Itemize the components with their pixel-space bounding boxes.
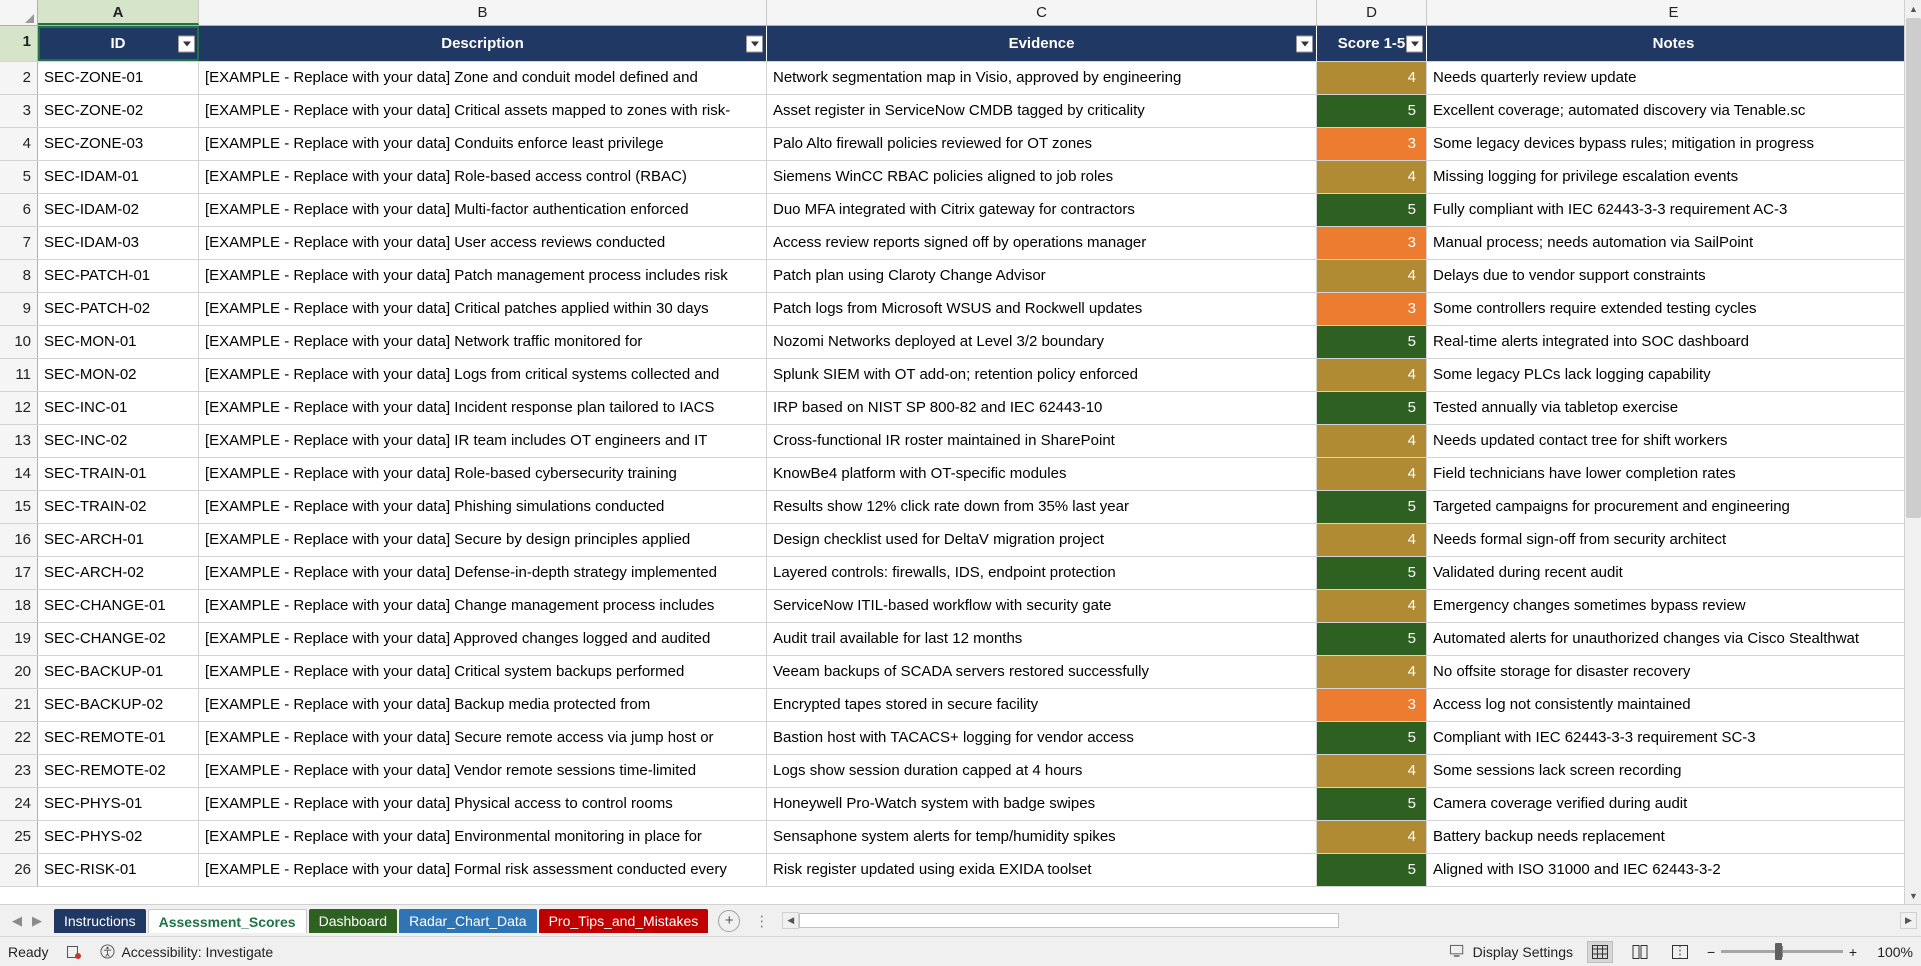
header-cell-notes[interactable] (1427, 26, 1921, 61)
cell-score[interactable]: 3 (1317, 293, 1427, 325)
cell-id[interactable]: SEC-ZONE-01 (38, 62, 199, 94)
grid-rows[interactable] (0, 26, 1921, 904)
row-number-11[interactable]: 11 (0, 359, 38, 391)
cell-evidence[interactable]: Logs show session duration capped at 4 hours (767, 755, 1317, 787)
cell-id[interactable]: SEC-PHYS-01 (38, 788, 199, 820)
cell-id[interactable]: SEC-PATCH-01 (38, 260, 199, 292)
table-row[interactable] (0, 260, 1921, 293)
cell-id[interactable]: SEC-MON-02 (38, 359, 199, 391)
cell-description[interactable]: [EXAMPLE - Replace with your data] Environmental monitoring in place for (199, 821, 767, 853)
cell-id[interactable]: SEC-RISK-01 (38, 854, 199, 886)
hscroll-right-icon[interactable]: ▶ (1900, 912, 1917, 929)
cell-evidence[interactable]: KnowBe4 platform with OT-specific modules (767, 458, 1317, 490)
cell-id[interactable]: SEC-ARCH-02 (38, 557, 199, 589)
cell-description[interactable]: [EXAMPLE - Replace with your data] Critical assets mapped to zones with risk- (199, 95, 767, 127)
normal-view-button[interactable] (1587, 941, 1613, 963)
column-header-row[interactable] (0, 0, 1921, 26)
cell-evidence[interactable]: Results show 12% click rate down from 35% last year (767, 491, 1317, 523)
cell-notes[interactable]: Needs formal sign-off from security architect (1427, 524, 1921, 556)
cell-description[interactable]: [EXAMPLE - Replace with your data] Vendor remote sessions time-limited (199, 755, 767, 787)
zoom-out-button[interactable]: − (1707, 943, 1716, 960)
cell-notes[interactable]: Excellent coverage; automated discovery via Tenable.sc (1427, 95, 1921, 127)
cell-notes[interactable]: Battery backup needs replacement (1427, 821, 1921, 853)
cell-score[interactable]: 3 (1317, 689, 1427, 721)
status-ready: Ready (8, 943, 49, 960)
header-label-score: Score 1-5 (1337, 35, 1406, 52)
sheet-tab-dashboard[interactable]: Dashboard (309, 909, 398, 933)
sheet-options-icon[interactable]: ⋮ (754, 912, 771, 930)
scroll-up-icon[interactable]: ▲ (1905, 0, 1921, 17)
cell-description[interactable]: [EXAMPLE - Replace with your data] User access reviews conducted (199, 227, 767, 259)
cell-evidence[interactable]: Duo MFA integrated with Citrix gateway for contractors (767, 194, 1317, 226)
table-row[interactable] (0, 128, 1921, 161)
cell-score[interactable]: 4 (1317, 458, 1427, 490)
normal-view-icon (1592, 945, 1608, 959)
table-row[interactable] (0, 62, 1921, 95)
cell-score[interactable]: 5 (1317, 491, 1427, 523)
cell-score[interactable]: 4 (1317, 755, 1427, 787)
row-number-23[interactable]: 23 (0, 755, 38, 787)
cell-evidence[interactable]: Network segmentation map in Visio, approved by engineering (767, 62, 1317, 94)
cell-id[interactable]: SEC-INC-01 (38, 392, 199, 424)
cell-description[interactable]: [EXAMPLE - Replace with your data] Secure by design principles applied (199, 524, 767, 556)
cell-id[interactable]: SEC-IDAM-03 (38, 227, 199, 259)
accessibility-label: Accessibility: Investigate (121, 943, 274, 960)
display-settings-icon (1450, 944, 1467, 959)
cell-description[interactable]: [EXAMPLE - Replace with your data] Change management process includes (199, 590, 767, 622)
accessibility-icon (100, 944, 115, 959)
header-label-id: ID (110, 35, 126, 52)
row-number-2[interactable]: 2 (0, 62, 38, 94)
row-number-24[interactable]: 24 (0, 788, 38, 820)
row-number-7[interactable]: 7 (0, 227, 38, 259)
sheet-tab-pro-tips-and-mistakes[interactable]: Pro_Tips_and_Mistakes (539, 909, 709, 933)
table-row[interactable] (0, 788, 1921, 821)
cell-notes[interactable]: Delays due to vendor support constraints (1427, 260, 1921, 292)
row-number-3[interactable]: 3 (0, 95, 38, 127)
filter-dropdown-icon-score[interactable] (1406, 35, 1423, 52)
cell-score[interactable]: 5 (1317, 722, 1427, 754)
cell-notes[interactable]: Emergency changes sometimes bypass review (1427, 590, 1921, 622)
horizontal-scrollbar[interactable] (782, 912, 1917, 929)
cell-evidence[interactable]: Audit trail available for last 12 months (767, 623, 1317, 655)
table-row[interactable] (0, 458, 1921, 491)
cell-notes[interactable]: Some legacy PLCs lack logging capability (1427, 359, 1921, 391)
cell-score[interactable]: 4 (1317, 359, 1427, 391)
row-number-17[interactable]: 17 (0, 557, 38, 589)
cell-description[interactable]: [EXAMPLE - Replace with your data] Patch management process includes risk (199, 260, 767, 292)
page-break-icon (1672, 945, 1688, 959)
sheet-nav-next-icon[interactable]: ▶ (32, 912, 42, 928)
table-row[interactable] (0, 623, 1921, 656)
column-header-c[interactable]: C (767, 0, 1317, 25)
cell-score[interactable]: 4 (1317, 161, 1427, 193)
vertical-scrollbar[interactable] (1904, 0, 1921, 904)
cell-score[interactable]: 5 (1317, 623, 1427, 655)
cell-score[interactable]: 4 (1317, 524, 1427, 556)
cell-score[interactable]: 4 (1317, 590, 1427, 622)
cell-score[interactable]: 4 (1317, 656, 1427, 688)
table-row[interactable] (0, 821, 1921, 854)
cell-description[interactable]: [EXAMPLE - Replace with your data] Conduits enforce least privilege (199, 128, 767, 160)
row-number-26[interactable]: 26 (0, 854, 38, 886)
cell-notes[interactable]: Needs quarterly review update (1427, 62, 1921, 94)
table-row[interactable] (0, 854, 1921, 887)
zoom-track[interactable] (1721, 950, 1843, 953)
status-bar (0, 936, 1921, 966)
cell-evidence[interactable]: Nozomi Networks deployed at Level 3/2 boundary (767, 326, 1317, 358)
cell-notes[interactable]: Automated alerts for unauthorized changes via Cisco Stealthwat (1427, 623, 1921, 655)
cell-evidence[interactable]: Access review reports signed off by operations manager (767, 227, 1317, 259)
cell-evidence[interactable]: Splunk SIEM with OT add-on; retention policy enforced (767, 359, 1317, 391)
select-all-corner[interactable] (0, 0, 38, 25)
cell-evidence[interactable]: Siemens WinCC RBAC policies aligned to job roles (767, 161, 1317, 193)
row-number-25[interactable]: 25 (0, 821, 38, 853)
table-row[interactable] (0, 656, 1921, 689)
table-row[interactable] (0, 293, 1921, 326)
table-row[interactable] (0, 359, 1921, 392)
header-label-evidence: Evidence (1008, 35, 1075, 52)
cell-evidence[interactable]: Encrypted tapes stored in secure facility (767, 689, 1317, 721)
row-number-10[interactable]: 10 (0, 326, 38, 358)
cell-description[interactable]: [EXAMPLE - Replace with your data] Backup media protected from (199, 689, 767, 721)
cell-description[interactable]: [EXAMPLE - Replace with your data] Network traffic monitored for (199, 326, 767, 358)
cell-description[interactable]: [EXAMPLE - Replace with your data] Approved changes logged and audited (199, 623, 767, 655)
cell-description[interactable]: [EXAMPLE - Replace with your data] Role-based cybersecurity training (199, 458, 767, 490)
cell-evidence[interactable]: Layered controls: firewalls, IDS, endpoint protection (767, 557, 1317, 589)
cell-description[interactable]: [EXAMPLE - Replace with your data] Role-based access control (RBAC) (199, 161, 767, 193)
row-number-13[interactable]: 13 (0, 425, 38, 457)
cell-score[interactable]: 5 (1317, 854, 1427, 886)
header-cell-score[interactable] (1317, 26, 1427, 61)
table-row[interactable] (0, 524, 1921, 557)
cell-id[interactable]: SEC-CHANGE-01 (38, 590, 199, 622)
table-header-row[interactable] (0, 26, 1921, 62)
table-row[interactable] (0, 95, 1921, 128)
filter-dropdown-icon-id[interactable] (178, 35, 195, 52)
cell-score[interactable]: 5 (1317, 194, 1427, 226)
cell-notes[interactable]: Tested annually via tabletop exercise (1427, 392, 1921, 424)
table-row[interactable] (0, 755, 1921, 788)
cell-score[interactable]: 5 (1317, 788, 1427, 820)
cell-score[interactable]: 3 (1317, 128, 1427, 160)
table-row[interactable] (0, 590, 1921, 623)
cell-description[interactable]: [EXAMPLE - Replace with your data] Incident response plan tailored to IACS (199, 392, 767, 424)
cell-description[interactable]: [EXAMPLE - Replace with your data] Critical system backups performed (199, 656, 767, 688)
row-number-14[interactable]: 14 (0, 458, 38, 490)
column-header-d[interactable]: D (1317, 0, 1427, 25)
cell-evidence[interactable]: Honeywell Pro-Watch system with badge swipes (767, 788, 1317, 820)
page-break-preview-button[interactable] (1667, 941, 1693, 963)
hscroll-track[interactable] (799, 913, 1900, 928)
cell-notes[interactable]: Missing logging for privilege escalation events (1427, 161, 1921, 193)
cell-description[interactable]: [EXAMPLE - Replace with your data] Phishing simulations conducted (199, 491, 767, 523)
cell-id[interactable]: SEC-BACKUP-01 (38, 656, 199, 688)
header-cell-evidence[interactable] (767, 26, 1317, 61)
cell-evidence[interactable]: IRP based on NIST SP 800-82 and IEC 62443-10 (767, 392, 1317, 424)
row-number-20[interactable]: 20 (0, 656, 38, 688)
cell-id[interactable]: SEC-REMOTE-01 (38, 722, 199, 754)
table-row[interactable] (0, 689, 1921, 722)
cell-description[interactable]: [EXAMPLE - Replace with your data] Zone and conduit model defined and (199, 62, 767, 94)
cell-notes[interactable]: Needs updated contact tree for shift workers (1427, 425, 1921, 457)
cell-score[interactable]: 4 (1317, 425, 1427, 457)
accessibility-status[interactable] (100, 944, 273, 960)
zoom-slider[interactable] (1707, 944, 1857, 960)
row-number-16[interactable]: 16 (0, 524, 38, 556)
sheet-tab-instructions[interactable]: Instructions (54, 909, 146, 933)
header-label-notes: Notes (1652, 35, 1695, 52)
cell-score[interactable]: 5 (1317, 557, 1427, 589)
cell-id[interactable]: SEC-BACKUP-02 (38, 689, 199, 721)
add-sheet-icon[interactable]: + (718, 910, 740, 932)
row-number-4[interactable]: 4 (0, 128, 38, 160)
sheet-tab-radar-chart-data[interactable]: Radar_Chart_Data (399, 909, 537, 933)
display-settings-button[interactable] (1450, 944, 1573, 960)
cell-description[interactable]: [EXAMPLE - Replace with your data] Defense-in-depth strategy implemented (199, 557, 767, 589)
cell-notes[interactable]: Some legacy devices bypass rules; mitigation in progress (1427, 128, 1921, 160)
cell-notes[interactable]: Some sessions lack screen recording (1427, 755, 1921, 787)
row-number-21[interactable]: 21 (0, 689, 38, 721)
cell-evidence[interactable]: Cross-functional IR roster maintained in SharePoint (767, 425, 1317, 457)
sheet-tab-assessment-scores[interactable]: Assessment_Scores (148, 909, 307, 933)
cell-evidence[interactable]: ServiceNow ITIL-based workflow with security gate (767, 590, 1317, 622)
vertical-scroll-thumb[interactable] (1906, 18, 1921, 518)
display-settings-label: Display Settings (1472, 943, 1573, 960)
row-number-1[interactable]: 1 (0, 26, 38, 61)
cell-id[interactable]: SEC-IDAM-02 (38, 194, 199, 226)
table-row[interactable] (0, 326, 1921, 359)
table-row[interactable] (0, 227, 1921, 260)
cell-id[interactable]: SEC-ZONE-03 (38, 128, 199, 160)
cell-evidence[interactable]: Palo Alto firewall policies reviewed for OT zones (767, 128, 1317, 160)
row-number-12[interactable]: 12 (0, 392, 38, 424)
cell-id[interactable]: SEC-CHANGE-02 (38, 623, 199, 655)
macro-record-icon[interactable] (66, 944, 82, 960)
cell-evidence[interactable]: Patch logs from Microsoft WSUS and Rockwell updates (767, 293, 1317, 325)
table-row[interactable] (0, 161, 1921, 194)
column-header-a[interactable]: A (38, 0, 199, 25)
table-row[interactable] (0, 491, 1921, 524)
table-row[interactable] (0, 392, 1921, 425)
sheet-nav-arrows[interactable] (4, 913, 54, 929)
row-number-6[interactable]: 6 (0, 194, 38, 226)
cell-evidence[interactable]: Asset register in ServiceNow CMDB tagged by criticality (767, 95, 1317, 127)
cell-description[interactable]: [EXAMPLE - Replace with your data] IR team includes OT engineers and IT (199, 425, 767, 457)
page-layout-view-button[interactable] (1627, 941, 1653, 963)
select-all-icon (25, 14, 34, 23)
cell-description[interactable]: [EXAMPLE - Replace with your data] Formal risk assessment conducted every (199, 854, 767, 886)
cell-notes[interactable]: Field technicians have lower completion rates (1427, 458, 1921, 490)
table-row[interactable] (0, 557, 1921, 590)
cell-notes[interactable]: Access log not consistently maintained (1427, 689, 1921, 721)
hscroll-left-icon[interactable]: ◀ (782, 912, 799, 929)
cell-description[interactable]: [EXAMPLE - Replace with your data] Critical patches applied within 30 days (199, 293, 767, 325)
row-number-22[interactable]: 22 (0, 722, 38, 754)
horizontal-scroll-thumb[interactable] (799, 913, 1339, 928)
cell-id[interactable]: SEC-IDAM-01 (38, 161, 199, 193)
cell-notes[interactable]: Aligned with ISO 31000 and IEC 62443-3-2 (1427, 854, 1921, 886)
cell-evidence[interactable]: Risk register updated using exida EXIDA toolset (767, 854, 1317, 886)
sheet-nav-prev-icon[interactable]: ◀ (12, 912, 22, 928)
cell-evidence[interactable]: Design checklist used for DeltaV migration project (767, 524, 1317, 556)
filter-dropdown-icon-description[interactable] (746, 35, 763, 52)
cell-score[interactable]: 5 (1317, 392, 1427, 424)
filter-dropdown-icon-evidence[interactable] (1296, 35, 1313, 52)
cell-score[interactable]: 4 (1317, 821, 1427, 853)
scroll-down-icon[interactable]: ▼ (1905, 887, 1921, 904)
cell-score[interactable]: 4 (1317, 62, 1427, 94)
cell-score[interactable]: 5 (1317, 326, 1427, 358)
table-row[interactable] (0, 425, 1921, 458)
cell-description[interactable]: [EXAMPLE - Replace with your data] Physical access to control rooms (199, 788, 767, 820)
cell-notes[interactable]: Fully compliant with IEC 62443-3-3 requirement AC-3 (1427, 194, 1921, 226)
cell-id[interactable]: SEC-TRAIN-01 (38, 458, 199, 490)
cell-id[interactable]: SEC-ZONE-02 (38, 95, 199, 127)
column-header-e[interactable]: E (1427, 0, 1921, 25)
cell-evidence[interactable]: Patch plan using Claroty Change Advisor (767, 260, 1317, 292)
cell-description[interactable]: [EXAMPLE - Replace with your data] Logs from critical systems collected and (199, 359, 767, 391)
cell-id[interactable]: SEC-ARCH-01 (38, 524, 199, 556)
cell-id[interactable]: SEC-INC-02 (38, 425, 199, 457)
column-header-b[interactable]: B (199, 0, 767, 25)
cell-id[interactable]: SEC-REMOTE-02 (38, 755, 199, 787)
cell-evidence[interactable]: Bastion host with TACACS+ logging for vendor access (767, 722, 1317, 754)
table-row[interactable] (0, 722, 1921, 755)
row-number-8[interactable]: 8 (0, 260, 38, 292)
zoom-midpoint-tick (1782, 946, 1783, 957)
page-layout-icon (1632, 945, 1648, 959)
cell-notes[interactable]: Real-time alerts integrated into SOC dashboard (1427, 326, 1921, 358)
data-rows-host[interactable] (0, 62, 1921, 887)
cell-notes[interactable]: Compliant with IEC 62443-3-3 requirement SC-3 (1427, 722, 1921, 754)
header-cell-id[interactable] (38, 26, 199, 61)
cell-id[interactable]: SEC-TRAIN-02 (38, 491, 199, 523)
row-number-15[interactable]: 15 (0, 491, 38, 523)
row-number-18[interactable]: 18 (0, 590, 38, 622)
cell-notes[interactable]: Camera coverage verified during audit (1427, 788, 1921, 820)
cell-notes[interactable]: Some controllers require extended testing cycles (1427, 293, 1921, 325)
cell-evidence[interactable]: Veeam backups of SCADA servers restored successfully (767, 656, 1317, 688)
cell-id[interactable]: SEC-PATCH-02 (38, 293, 199, 325)
cell-notes[interactable]: Targeted campaigns for procurement and engineering (1427, 491, 1921, 523)
cell-notes[interactable]: Validated during recent audit (1427, 557, 1921, 589)
zoom-level[interactable]: 100% (1877, 943, 1913, 960)
row-number-19[interactable]: 19 (0, 623, 38, 655)
cell-description[interactable]: [EXAMPLE - Replace with your data] Secure remote access via jump host or (199, 722, 767, 754)
cell-id[interactable]: SEC-PHYS-02 (38, 821, 199, 853)
cell-score[interactable]: 5 (1317, 95, 1427, 127)
header-label-description: Description (441, 35, 524, 52)
cell-notes[interactable]: Manual process; needs automation via SailPoint (1427, 227, 1921, 259)
row-number-5[interactable]: 5 (0, 161, 38, 193)
zoom-in-button[interactable]: + (1848, 943, 1857, 960)
row-number-9[interactable]: 9 (0, 293, 38, 325)
cell-score[interactable]: 3 (1317, 227, 1427, 259)
cell-description[interactable]: [EXAMPLE - Replace with your data] Multi-factor authentication enforced (199, 194, 767, 226)
cell-evidence[interactable]: Sensaphone system alerts for temp/humidity spikes (767, 821, 1317, 853)
header-cell-description[interactable] (199, 26, 767, 61)
cell-score[interactable]: 4 (1317, 260, 1427, 292)
cell-notes[interactable]: No offsite storage for disaster recovery (1427, 656, 1921, 688)
cell-id[interactable]: SEC-MON-01 (38, 326, 199, 358)
table-row[interactable] (0, 194, 1921, 227)
sheet-tab-bar[interactable] (0, 904, 1921, 936)
zoom-thumb[interactable] (1775, 943, 1782, 960)
